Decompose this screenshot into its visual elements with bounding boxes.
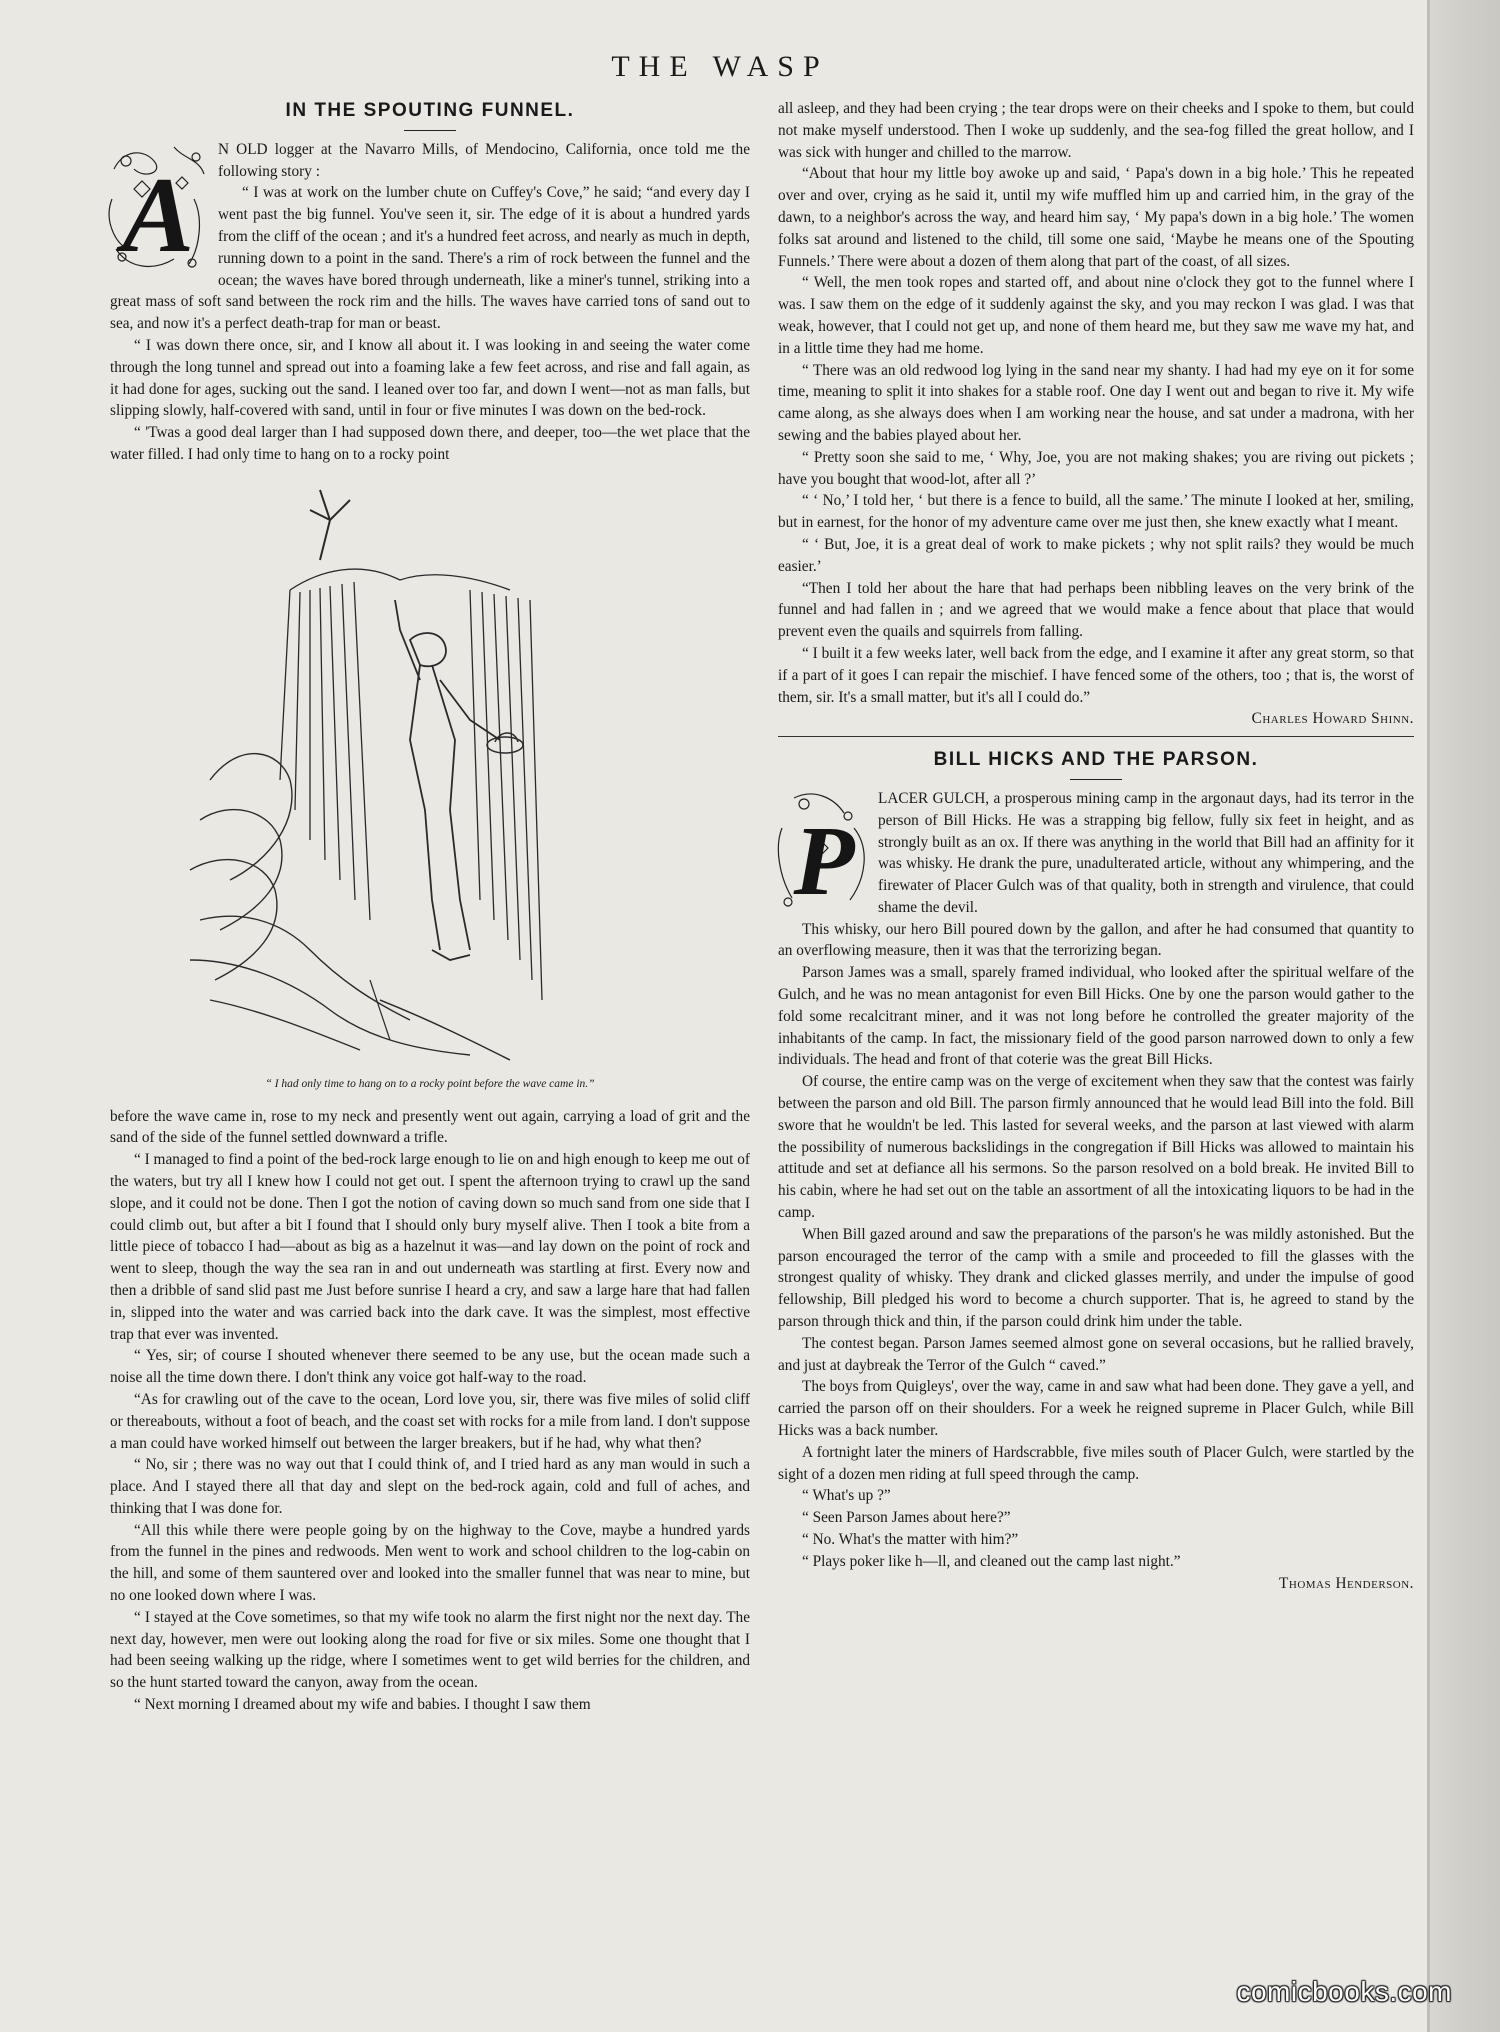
story1-paragraph: “ I was at work on the lumber chute on Cuffey's Cove,” he said; “and every day I went past the big funnel. You've seen it, sir. The edge of it is about a hundred yards from the cliff of the ocean ; and it's a hundred feet across, and nearly as much in depth, running down to a point in the sand. There's a rim of rock between the funnel and the ocean; the waves have bored through underneath, like a miner's tunnel, striking into a great mass of soft sand between the rock rim and the hills. The waves have carried tons of sand out to sea, and now it's a perfect death-trap for man or beast. <box>110 184 750 333</box>
story1-paragraph: “ There was an old redwood log lying in the sand near my shanty. I had had my eye on it for some time, meaning to split it into shakes for a stable roof. One day I went out and began to rive it. My wife came along, as she always does when I am working near the house, and sat under a madrona, with her sewing and the babies played about her. <box>778 361 1414 444</box>
illustration-caption: “ I had only time to hang on to a rocky point before the wave came in.” <box>265 1077 595 1090</box>
story1-paragraph: “Then I told her about the hare that had perhaps been nibbling leaves on the very brink of the funnel and had fallen in ; and we agreed that we would make a fence about that place that would prevent even the quails and squirrels from falling. <box>778 579 1414 641</box>
story2-dialogue: “ No. What's the matter with him?” <box>802 1531 1019 1548</box>
story1-paragraph: “ Next morning I dreamed about my wife and babies. I thought I saw them <box>134 1696 591 1714</box>
story1-paragraph: “ 'Twas a good deal larger than I had supposed down there, and deeper, too—the wet place that the water filled. I had only time to hang on to a rocky point <box>110 424 750 463</box>
story1-paragraph: “ I built it a few weeks later, well back from the edge, and I examine it after any great storm, so that if a part of it goes I can repair the mischief. I have fenced some of the others, too ; that is, the worst of them, sir. It's a small matter, but it's all I could do.” <box>778 644 1414 706</box>
story2-paragraph: The boys from Quigleys', over the way, came in and saw what had been done. They gave a yell, and carried the parson off on their shoulders. For a week he reigned supreme in Placer Gulch, while Bill Hicks was a back number. <box>778 1378 1414 1440</box>
story1-intro <box>110 139 750 335</box>
story1-paragraph: before the wave came in, rose to my neck and presently went out again, carrying a load of grit and the sand of the side of the funnel settled downward a trifle. <box>110 1107 750 1147</box>
story2-dialogue: “ Plays poker like h—ll, and cleaned out the camp last night.” <box>802 1552 1181 1570</box>
story1-paragraph: “ I stayed at the Cove sometimes, so that my wife took no alarm the first night nor the next day. The next day, however, men were out looking along the road for five or six miles. Some one thought that I had been seeing walking up the ridge, where I sometimes went to get wild berries for the children, and so the hunt started toward the canyon, away from the ocean. <box>110 1608 750 1692</box>
story1-paragraph: “ No, sir ; there was no way out that I could think of, and I tried hard as any man would in such a place. And I stayed there all that day and slept on the bed-rock again, cold and full of aches, and thinking that I was done for. <box>110 1456 750 1517</box>
watermark-logo: comicbooks.com <box>1236 1976 1452 2007</box>
story2-paragraph: Parson James was a small, sparely framed individual, who looked after the spiritual welfare of the Gulch, and he was no mean antagonist for even Bill Hicks. One by one the parson would gather to the fold some recalcitrant miner, and it was not long before he controlled the greater majority of the inhabitants of the camp. In fact, the missionary field of the good parson narrowed down to only a few individuals. The head and front of that coterie was the great Bill Hicks. <box>778 964 1414 1069</box>
story2-dialogue: “ What's up ?” <box>802 1487 891 1505</box>
story1-paragraph: “ Yes, sir; of course I shouted whenever there seemed to be any use, but the ocean made such a noise all the time down there. I don't think any voice got half-way to the road. <box>110 1347 750 1387</box>
scan-edge-shadow <box>1427 0 1430 2032</box>
story1-paragraph: “About that hour my little boy awoke up and said, ‘ Papa's down in a big hole.’ This he repeated over and over, crying as he said it, until my wife muffled him up and carried him, in the gray of the dawn, to a neighbor's across the way, and heard him say, ‘ My papa's down in a big hole.’ The women folks sat around and listened to the child, till some one said, ‘Maybe he means one of the Spouting Funnels.’ There were about a dozen of them along that part of the coast, of all sizes. <box>778 165 1414 270</box>
story1-paragraph: “ I managed to find a point of the bed-rock large enough to lie on and high enough to keep me out of the waters, but try all I knew how I could not get out. I spent the afternoon trying to crawl up the sand slope, and it could not be done. Then I got the notion of caving down so much sand from one side that I could climb out, but after a bit I found that I should only bury myself alive. Then I took a bite from a little piece of tobacco I had—about as big as a hazelnut it was—and lay down on the point of rock and went to sleep, though the way the sea ran in and out underneath was startling at first. Every now and then a dribble of sand slid past me Just before sunrise I heard a cry, and saw a large hare that had fallen in, slipped into the water and was carried back into the dark cave. It was the simplest, most effective trap that ever was invented. <box>110 1151 750 1343</box>
ornamental-dropcap-p <box>774 788 874 916</box>
floral-dropcap-icon <box>104 139 212 279</box>
ornamental-dropcap-a <box>104 139 212 279</box>
story2-author: Thomas Henderson. <box>1279 1574 1414 1592</box>
story1-paragraph: “All this while there were people going by on the highway to the Cove, maybe a hundred yards from the funnel in the pines and redwoods. Men went to work and school children to the log-cabin on the hill, and some of them sauntered over and looked into the smaller funnel that was near to mine, but no one looked down where I was. <box>110 1521 750 1605</box>
engraving-illustration <box>170 480 690 1070</box>
illustration-man-in-funnel <box>170 480 690 1070</box>
story2-paragraph: This whisky, our hero Bill poured down by the gallon, and after he had consumed that quantity to an overflowing measure, then it was that the terrorizing began. <box>778 920 1414 960</box>
story1-paragraph: “ ‘ But, Joe, it is a great deal of work to make pickets ; why not split rails? they would be much easier.’ <box>778 535 1414 575</box>
story1-paragraph: “As for crawling out of the cave to the ocean, Lord love you, sir, there was five miles of solid cliff or thereabouts, without a foot of beach, and the coast set with rocks for a mile from land. I don't suppose a man could have worked himself out between the larger breakers, but if he had, why what then? <box>110 1390 750 1452</box>
story2-intro-text: LACER GULCH, a prosperous mining camp in the argonaut days, had its terror in the person of Bill Hicks. He was a strapping big fellow, fully six feet in height, and as strongly built as an ox. If there was anything in the world that Bill had an affinity for it was whisky. He drank the pure, unadulterated article, without any whimpering, and the firewater of Placer Gulch was of that quality, both in strength and virulence, that could shame the devil. <box>878 789 1414 916</box>
story1-author: Charles Howard Shinn. <box>1251 710 1414 728</box>
title-rule <box>404 130 456 131</box>
story2-paragraph: A fortnight later the miners of Hardscrabble, five miles south of Placer Gulch, were startled by the sight of a dozen men riding at full speed through the camp. <box>778 1443 1414 1483</box>
story1-paragraph: all asleep, and they had been crying ; the tear drops were on their cheeks and I spoke to them, but could not make myself understood. Then I woke up suddenly, and the sea-fog filled the great hollow, and I was sick with hunger and chilled to the marrow. <box>778 100 1414 161</box>
right-column <box>778 98 1414 1594</box>
floral-dropcap-icon <box>774 788 874 916</box>
dropcap-letter: P <box>793 804 855 916</box>
story2-dialogue: “ Seen Parson James about here?” <box>802 1509 1011 1527</box>
story2-paragraph: When Bill gazed around and saw the preparations of the parson's he was mildly astonished. But the parson encouraged the terror of the camp with a smile and proceeded to fill the glasses with the strongest quality of whisky. They drank and clicked glasses merrily, and under the impulse of good fellowship, Bill pledged his word to become a church supporter. That is, he agreed to stand by the parson through thick and thin, if the parson could drink him under the table. <box>778 1225 1414 1331</box>
story1-paragraph: “ I was down there once, sir, and I know all about it. I was looking in and seeing the water come through the long tunnel and spread out into a foaming lake a few feet across, and rise and fall again, as it had done for ages, sucking out the sand. I leaned over too far, and down I went—not as man falls, but slipping slowly, half-covered with sand, until in four or five minutes I was down on the bed-rock. <box>110 336 750 420</box>
dropcap-letter: A <box>121 155 195 275</box>
scan-edge <box>1430 0 1500 2032</box>
masthead: THE WASP <box>611 50 829 83</box>
story2-title: BILL HICKS AND THE PARSON. <box>933 749 1259 771</box>
story1-intro-text: N OLD logger at the Navarro Mills, of Mendocino, California, once told me the following story : <box>218 140 750 180</box>
story1-title: IN THE SPOUTING FUNNEL. <box>285 100 575 121</box>
story2-paragraph: Of course, the entire camp was on the verge of excitement when they saw that the contest was fairly between the parson and old Bill. The parson firmly announced that he would lead Bill into the fold. Bill swore that he wouldn't be led. This lasted for several weeks, and the parson at last viewed with alarm the possibility of numerous backslidings in the congregation if Bill Hicks was allowed to maintain his attitude and set at defiance all his sermons. So the parson resolved on a bold break. He invited Bill to his cabin, where he had set out on the table an assortment of all the intoxicating liquors to be had in the camp. <box>778 1073 1414 1222</box>
section-divider <box>778 736 1414 737</box>
story1-paragraph: “ Pretty soon she said to me, ‘ Why, Joe, you are not making shakes; you are riving out pickets ; have you bought that wood-lot, after all ?’ <box>778 448 1414 488</box>
title-rule <box>1070 779 1122 780</box>
story1-paragraph: “ ‘ No,’ I told her, ‘ but there is a fence to build, all the same.’ The minute I looked at her, smiling, but in earnest, for the honor of my adventure came over me just then, she knew exactly what I meant. <box>778 492 1414 532</box>
story1-paragraph: “ Well, the men took ropes and started off, and about nine o'clock they got to the funnel where I was. I saw them on the edge of it suddenly against the sky, and you may reckon I was glad. I was that weak, however, that I could not get up, and none of them heard me, but they saw me wave my hat, and in a little time they had me home. <box>778 274 1414 357</box>
left-column <box>110 98 750 1716</box>
story2-paragraph: The contest began. Parson James seemed almost gone on several occasions, but he rallied bravely, and just at daybreak the Terror of the Gulch “ caved.” <box>778 1334 1414 1374</box>
story2 <box>778 747 1414 1594</box>
